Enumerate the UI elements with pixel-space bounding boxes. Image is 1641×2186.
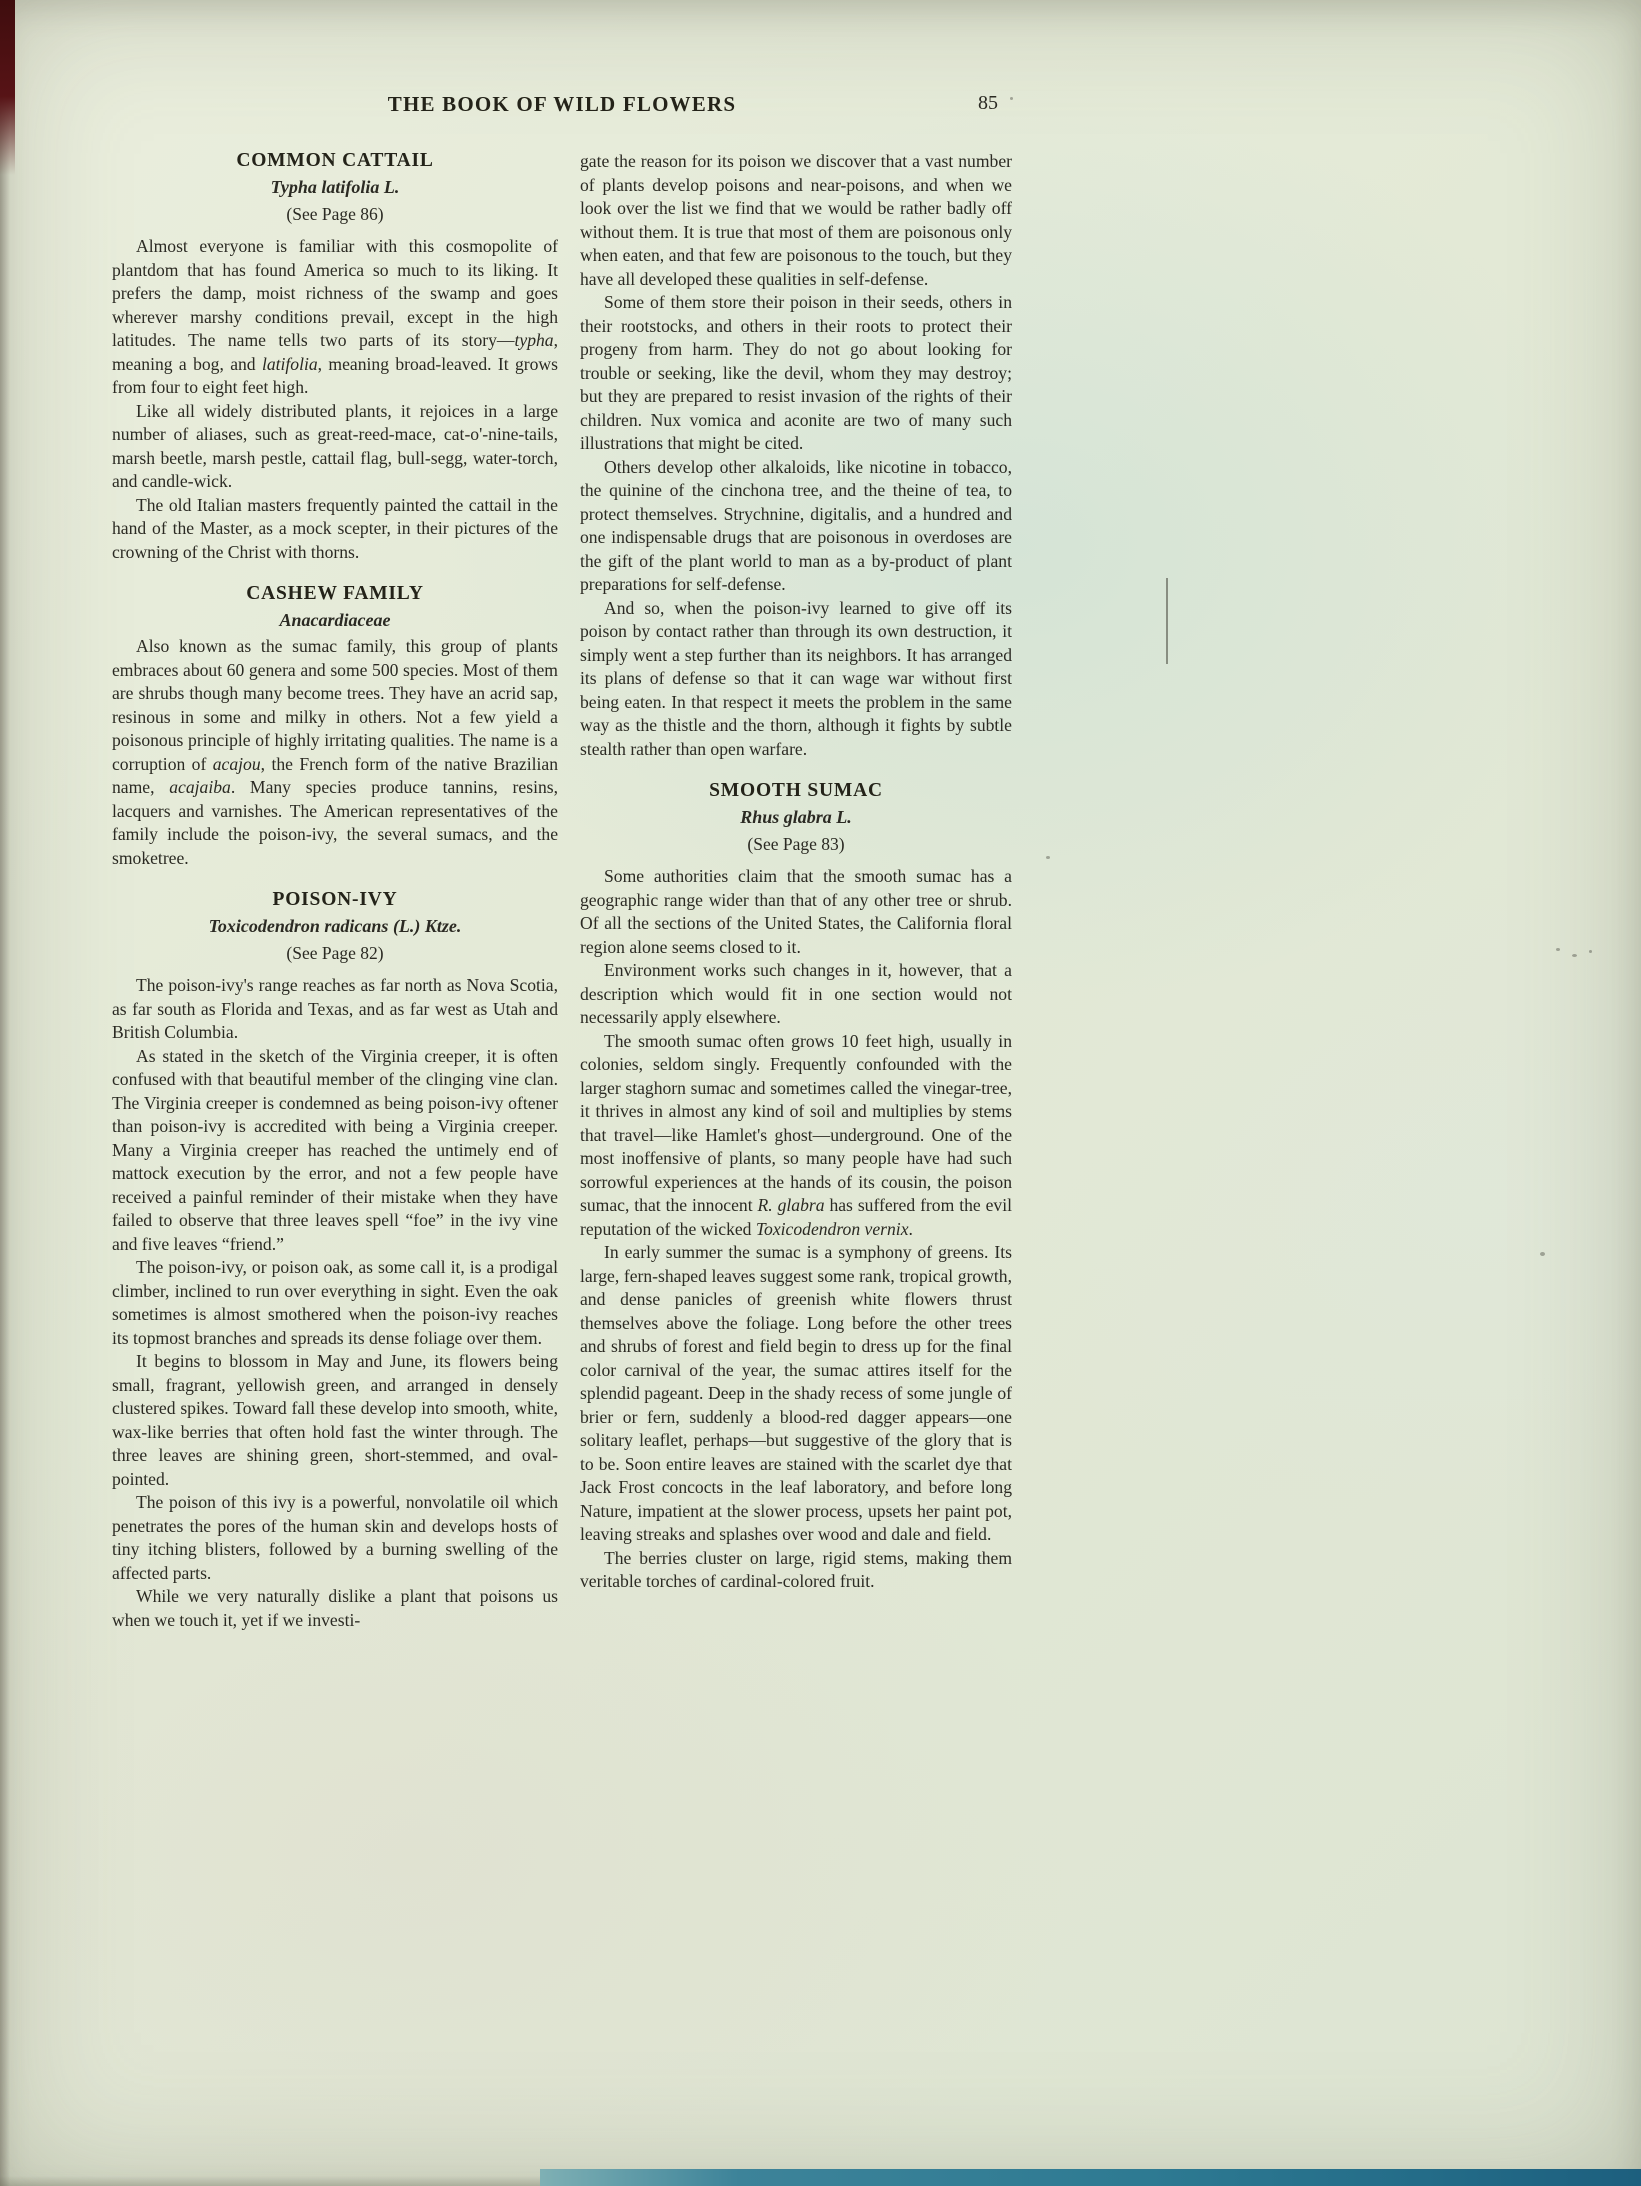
paragraph: The poison-ivy's range reaches as far north as Nova Scotia, as far south as Florida and Texas, and as far west as Utah and British Columbia. xyxy=(112,975,558,1042)
bottom-edge-shadow xyxy=(0,2176,540,2186)
paragraph: The berries cluster on large, rigid stems, making them veritable torches of cardinal-colored fruit. xyxy=(580,1547,1012,1591)
see-page-reference: (See Page 86) xyxy=(286,204,384,224)
left-column xyxy=(112,150,558,1632)
latin-name-poison-ivy: Toxicodendron radicans (L.) Ktze. xyxy=(208,916,462,936)
section-heading-common-cattail: COMMON CATTAIL xyxy=(236,150,434,171)
paragraph: Others develop other alkaloids, like nicotine in tobacco, the quinine of the cinchona tree, and the theine of tea, to protect themselves. Strychnine, digitalis, and a hundred and one indispensable drugs that are poisonous in overdoses are the gift of the plant world to man as a by-product of plant preparations for self-defense. xyxy=(580,456,1012,594)
paragraph: The old Italian masters frequently painted the cattail in the hand of the Master, as a mock scepter, in their pictures of the crowning of the Christ with thorns. xyxy=(112,494,558,562)
latin-name-cashew-family: Anacardiaceae xyxy=(279,610,391,630)
paragraph: In early summer the sumac is a symphony of greens. Its large, fern-shaped leaves suggest some rank, tropical growth, and dense panicles of greenish white flowers thrust themselves above the foliage. Long before the other trees and shrubs of forest and field begin to dress up for the final color carnival of the year, the sumac attires itself for the splendid pageant. Deep in the shady recess of some jungle of brier or fern, suddenly a blood-red dagger appears—one solitary leaflet, perhaps—but suggestive of the glory that is to be. Soon entire leaves are stained with the scarlet dye that Jack Frost concocts in the leaf laboratory, and before long Nature, impatient at the slower process, upsets her paint pot, leaving streaks and splashes over wood and dale and field. xyxy=(580,1242,1012,1544)
scan-artifact-speck xyxy=(1589,950,1592,953)
two-column-text xyxy=(112,150,1012,1632)
page-number: 85 xyxy=(978,92,998,114)
section-heading-poison-ivy: POISON-IVY xyxy=(272,889,398,910)
paragraph: Environment works such changes in it, however, that a description which would fit in one section would not necessarily apply elsewhere. xyxy=(580,960,1012,1027)
paragraph: Like all widely distributed plants, it rejoices in a large number of aliases, such as great-reed-mace, cat-o'-nine-tails, marsh beetle, marsh pestle, cattail flag, bull-segg, water-torch, and candle-wick. xyxy=(112,400,558,491)
paragraph-continuation: gate the reason for its poison we discover that a vast number of plants develop poisons and near-poisons, and when we look over the list we find that we would be rather badly off without them. It is true that most of them are poisonous only when eaten, and that few are poisonous to the touch, but they have all developed these qualities in self-defense. xyxy=(580,151,1012,289)
paragraph: Some authorities claim that the smooth sumac has a geographic range wider than that of any other tree or shrub. Of all the sections of the United States, the California floral region alone seems closed to it. xyxy=(580,866,1012,957)
paragraph: Also known as the sumac family, this group of plants embraces about 60 genera and some 500 species. Most of them are shrubs though many become trees. They have an acrid sap, resinous in some and milky in others. Not a few yield a poisonous principle of highly irritating qualities. The name is a corruption of acajou, the French form of the native Brazilian name, acajaiba. Many species produce tannins, resins, lacquers and varnishes. The American representatives of the family include the poison-ivy, the several sumacs, and the smoketree. xyxy=(112,636,558,868)
section-heading-cashew-family: CASHEW FAMILY xyxy=(246,583,424,604)
page-content xyxy=(112,92,1012,1632)
scan-artifact-line xyxy=(1166,578,1168,664)
paragraph: As stated in the sketch of the Virginia creeper, it is often confused with that beautiful member of the clinging vine clan. The Virginia creeper is condemned as being poison-ivy oftener than poison-ivy is accredited with being a Virginia creeper. Many a Virginia creeper has reached the untimely end of mattock execution by the error, and not a few people have received a painful reminder of their mistake when they have failed to observe that three leaves spell “foe” in the ivy vine and five leaves “friend.” xyxy=(112,1045,558,1254)
scan-artifact-speck xyxy=(1540,1252,1545,1256)
running-head-title: THE BOOK OF WILD FLOWERS xyxy=(387,92,737,116)
bottom-scan-bar xyxy=(540,2169,1641,2186)
spine-corner-mark xyxy=(0,0,15,175)
paragraph: The poison of this ivy is a powerful, nonvolatile oil which penetrates the pores of the human skin and develops hosts of tiny itching blisters, followed by a burning swelling of the affected parts. xyxy=(112,1492,558,1583)
scan-artifact-speck xyxy=(1046,856,1050,859)
paragraph: While we very naturally dislike a plant that poisons us when we touch it, yet if we investi- xyxy=(112,1586,558,1630)
scan-artifact-speck xyxy=(1556,948,1560,951)
scan-artifact-speck xyxy=(1572,954,1577,957)
latin-name-common-cattail: Typha latifolia L. xyxy=(270,177,400,197)
spine-shadow xyxy=(0,0,10,2186)
paragraph: And so, when the poison-ivy learned to give off its poison by contact rather than through its own destruction, it simply went a step further than its neighbors. It has arranged its plans of defense so that it can wage war without first being eaten. In that respect it meets the problem in the same way as the thistle and the thorn, although it fights by subtle stealth rather than open warfare. xyxy=(580,597,1012,759)
section-heading-smooth-sumac: SMOOTH SUMAC xyxy=(709,780,883,801)
page-header xyxy=(112,92,1012,126)
paragraph: It begins to blossom in May and June, its flowers being small, fragrant, yellowish green, and arranged in densely clustered spikes. Toward fall these develop into smooth, white, wax-like berries that often hold fast the winter through. The three leaves are shining green, short-stemmed, and oval-pointed. xyxy=(112,1351,558,1489)
paragraph: Almost everyone is familiar with this cosmopolite of plantdom that has found America so much to its liking. It prefers the damp, moist richness of the swamp and goes wherever marshy conditions prevail, except in the high latitudes. The name tells two parts of its story—typha, meaning a bog, and latifolia, meaning broad-leaved. It grows from four to eight feet high. xyxy=(112,236,558,397)
see-page-reference: (See Page 83) xyxy=(747,834,845,854)
see-page-reference: (See Page 82) xyxy=(286,943,384,963)
right-column xyxy=(580,150,1012,1632)
paragraph: Some of them store their poison in their seeds, others in their rootstocks, and others in their roots to protect their progeny from harm. They do not go about looking for trouble or seeking, like the devil, whom they may destroy; but they are prepared to resist invasion of the rights of their children. Nux vomica and aconite are two of many such illustrations that might be cited. xyxy=(580,292,1012,453)
paragraph: The smooth sumac often grows 10 feet high, usually in colonies, seldom singly. Frequently confounded with the larger staghorn sumac and sometimes called the vinegar-tree, it thrives in almost any kind of soil and multiplies by stems that travel—like Hamlet's ghost—underground. One of the most inoffensive of plants, so many people have had such sorrowful experiences at the hands of its cousin, the poison sumac, that the innocent R. glabra has suffered from the evil reputation of the wicked Toxicodendron vernix. xyxy=(580,1030,1012,1239)
paragraph: The poison-ivy, or poison oak, as some call it, is a prodigal climber, inclined to run over everything in sight. Even the oak sometimes is almost smothered when the poison-ivy reaches its topmost branches and spreads its dense foliage over them. xyxy=(112,1257,558,1348)
latin-name-smooth-sumac: Rhus glabra L. xyxy=(740,807,852,827)
